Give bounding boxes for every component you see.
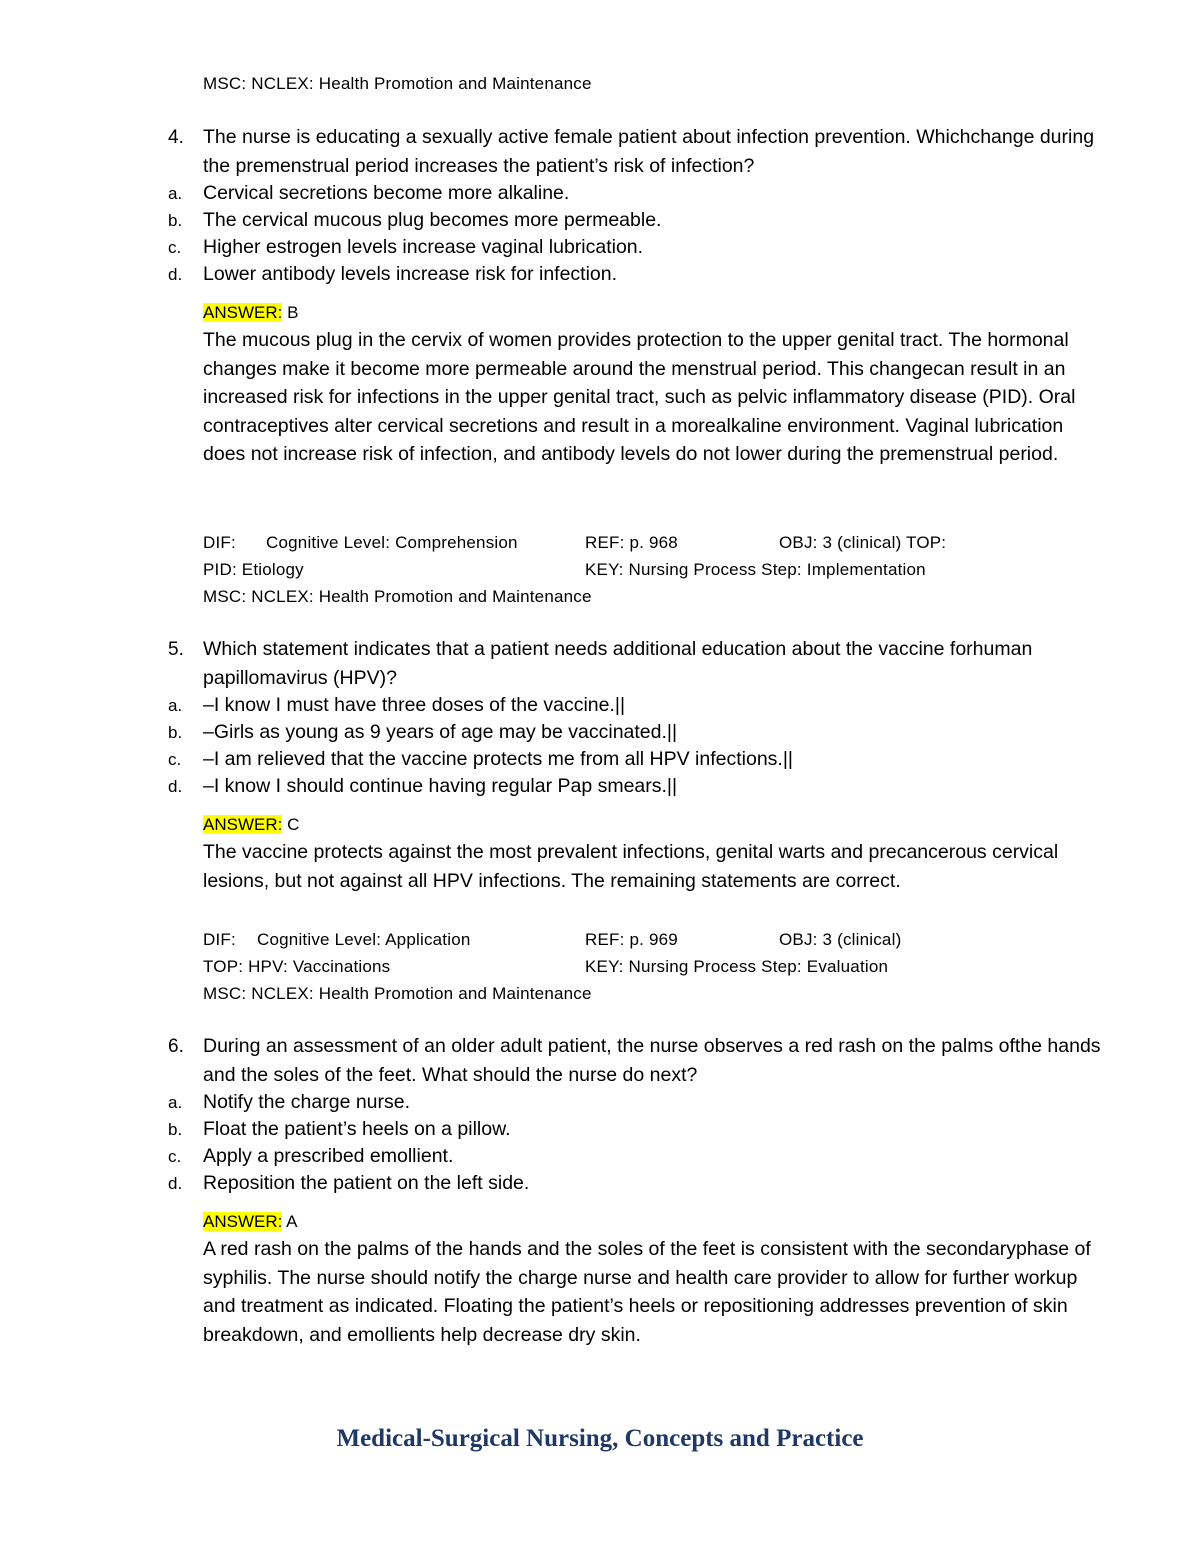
msc-line: MSC: NCLEX: Health Promotion and Maintenance [203,74,592,93]
cognitive-level: Cognitive Level: Application [257,930,471,949]
option-text: Float the patient’s heels on a pillow. [203,1118,511,1140]
option-c [133,234,1108,261]
option-letter: c. [168,1147,182,1166]
option-letter: c. [168,238,182,257]
ref: REF: p. 969 [585,930,678,949]
option-d [133,773,1108,800]
rationale: A red rash on the palms of the hands and the soles of the feet is consistent with the secondaryphase of syphilis. The nurse should notify the charge nurse and health care provider to allow for further workup and treatment as indicated. Floating the patient’s heels or repositioning addresses prevention of skin breakdown, and emollients help decrease dry skin. [203,1238,1091,1346]
option-letter: b. [168,1120,183,1139]
option-letter: d. [168,1174,183,1193]
option-text: Notify the charge nurse. [203,1091,411,1113]
answer-label: ANSWER: [203,815,283,834]
key: KEY: Nursing Process Step: Implementation [585,560,926,579]
answer-line [203,1209,1108,1235]
ref: REF: p. 968 [585,533,678,552]
option-b [133,1116,1108,1143]
question-6 [168,1032,1108,1349]
question-stem: The nurse is educating a sexually active female patient about infection prevention. Whichchange during the premenstrual period increases the patient’s risk of infection? [203,126,1095,177]
option-c [133,746,1108,773]
option-b [133,207,1108,234]
option-letter: a. [168,696,183,715]
option-list [168,692,1108,800]
question-stem: Which statement indicates that a patient needs additional education about the vaccine forhuman papillomavirus (HPV)? [203,638,1033,689]
rationale: The mucous plug in the cervix of women provides protection to the upper genital tract. The hormonal changes make it become more permeable around the menstrual period. This changecan result in an increased risk for infections in the upper genital tract, such as pelvic inflammatory disease (PID). Oral contraceptives alter cervical secretions and result in a morealkaline environment. Vaginal lubrication does not increase risk of infection, and antibody levels do not lower during the premenstrual period. [203,329,1076,465]
dif-label: DIF: [203,930,236,949]
answer-label: ANSWER: [203,1212,283,1231]
option-text: Apply a prescribed emollient. [203,1145,454,1167]
option-letter: b. [168,211,183,230]
option-b [133,719,1108,746]
question-stem: During an assessment of an older adult patient, the nurse observes a red rash on the palms ofthe hands and the soles of the feet. What should the nurse do next? [203,1035,1101,1086]
question-4 [168,123,1108,469]
dif-label: DIF: [203,533,236,552]
msc-line: MSC: NCLEX: Health Promotion and Maintenance [203,587,592,606]
option-list [168,180,1108,288]
cognitive-level: Cognitive Level: Comprehension [266,533,518,552]
answer-label: ANSWER: [203,303,283,322]
topic: PID: Etiology [203,560,304,579]
question-5 [168,635,1108,895]
answer-value: C [282,815,300,834]
option-text: –I know I must have three doses of the vaccine.|| [203,694,626,716]
msc-line: MSC: NCLEX: Health Promotion and Maintenance [203,984,592,1003]
option-letter: b. [168,723,183,742]
option-text: Cervical secretions become more alkaline. [203,182,570,204]
option-c [133,1143,1108,1170]
answer-value: B [282,303,299,322]
key: KEY: Nursing Process Step: Evaluation [585,957,889,976]
question-number: 6. [168,1036,184,1057]
option-text: The cervical mucous plug becomes more permeable. [203,209,662,231]
option-list [168,1089,1108,1197]
answer-line [203,812,1108,838]
option-letter: a. [168,184,183,203]
option-d [133,1170,1108,1197]
option-d [133,261,1108,288]
option-letter: d. [168,777,183,796]
option-letter: c. [168,750,182,769]
option-letter: d. [168,265,183,284]
book-title-footer: Medical-Surgical Nursing, Concepts and Practice [336,1425,864,1452]
option-a [133,180,1108,207]
topic: TOP: HPV: Vaccinations [203,957,391,976]
option-text: Lower antibody levels increase risk for infection. [203,263,618,285]
option-text: –I am relieved that the vaccine protects me from all HPV infections.|| [203,748,793,770]
option-text: Reposition the patient on the left side. [203,1172,530,1194]
question-number: 5. [168,639,184,660]
question-number: 4. [168,127,184,148]
obj: OBJ: 3 (clinical) TOP: [779,533,947,552]
option-text: –I know I should continue having regular Pap smears.|| [203,775,678,797]
option-a [133,1089,1108,1116]
option-text: Higher estrogen levels increase vaginal lubrication. [203,236,644,258]
obj: OBJ: 3 (clinical) [779,930,902,949]
answer-line [203,300,1108,326]
option-a [133,692,1108,719]
rationale: The vaccine protects against the most prevalent infections, genital warts and precancerous cervical lesions, but not against all HPV infections. The remaining statements are correct. [203,841,1059,892]
option-letter: a. [168,1093,183,1112]
answer-value: A [282,1212,298,1231]
option-text: –Girls as young as 9 years of age may be vaccinated.|| [203,721,678,743]
